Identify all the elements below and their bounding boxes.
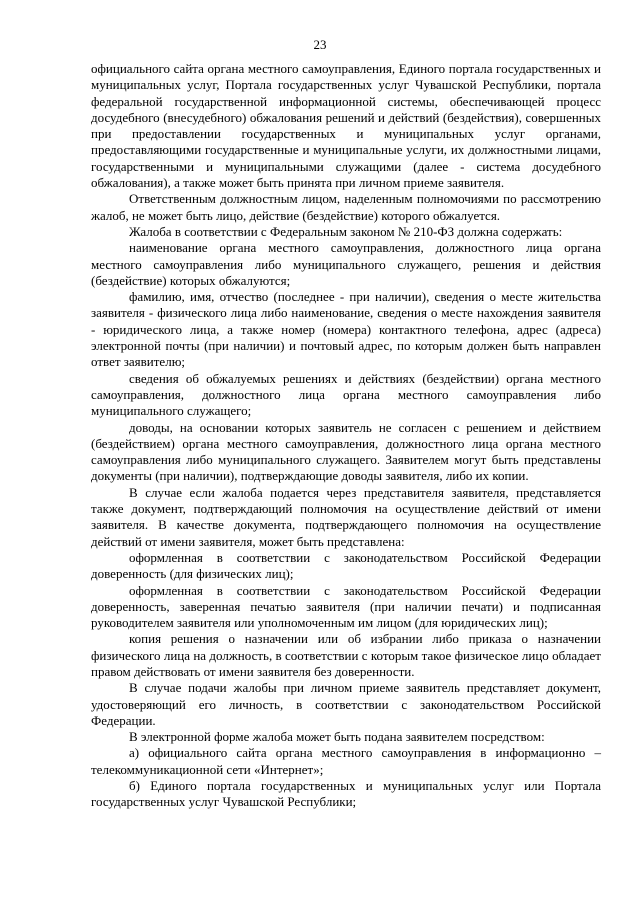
page-number: 23 <box>313 37 327 52</box>
paragraph-electronic-item-a: а) официального сайта органа местного самоуправления в информационно – телекоммуникационной сети «Интернет»; <box>91 745 601 777</box>
paragraph-continuation-appeal-channels: официального сайта органа местного самоуправления, Единого портала государственных и муниципальных услуг, Портала государственных услуг Чувашской Республики, портала федеральной государственной информационной системы, обеспечивающей процесс досудебного (внесудебного) обжалования решений и действий (бездействия), совершенных при предоставлении государственных и муниципальных услуг органами, предоставляющими государственные и муниципальные услуги, их должностными лицами, государственными и муниципальными служащими (далее - система досудебного обжалования), а также может быть принята при личном приеме заявителя. <box>91 61 601 191</box>
paragraph-personal-reception: В случае подачи жалобы при личном приеме заявитель представляет документ, удостоверяющий его личность, в соответствии с законодательством Российской Федерации. <box>91 680 601 728</box>
paragraph-complaint-item-applicant-details: фамилию, имя, отчество (последнее - при наличии), сведения о месте жительства заявителя - физического лица либо наименование, сведения о месте нахождения заявителя - юридического лица, а также номер (номера) контактного телефона, адрес (адреса) электронной почты (при наличии) и почтовый адрес, по которым должен быть направлен ответ заявителю; <box>91 289 601 370</box>
paragraph-complaint-item-body-name: наименование органа местного самоуправления, должностного лица органа местного самоуправления либо муниципального служащего, решения и действия (бездействие) которых обжалуются; <box>91 240 601 288</box>
document-body <box>91 61 601 811</box>
paragraph-complaint-contents-intro: Жалоба в соответствии с Федеральным законом № 210-ФЗ должна содержать: <box>129 223 563 239</box>
paragraph-power-of-attorney-legal-entities: оформленная в соответствии с законодательством Российской Федерации доверенность, заверенная печатью заявителя (при наличии печати) и подписанная руководителем заявителя или уполномоченным им лицом (для юридических лиц); <box>91 582 601 631</box>
paragraph-complaint-item-arguments: доводы, на основании которых заявитель не согласен с решением и действием (бездействием) органа местного самоуправления, должностного лица органа местного самоуправления либо муниципального служащего. Заявителем могут быть представлены документы (при наличии), подтверждающие доводы заявителя, либо их копии. <box>91 419 601 484</box>
paragraph-representative: В случае если жалоба подается через представителя заявителя, представляется также документ, подтверждающий полномочия на осуществление действий от имени заявителя. В качестве документа, подтверждающего полномочия на осуществление действий от имени заявителя, может быть представлена: <box>91 484 601 549</box>
paragraph-power-of-attorney-individuals: оформленная в соответствии с законодательством Российской Федерации доверенность (для физических лиц); <box>91 549 601 582</box>
paragraph-appointment-order: копия решения о назначении или об избрании либо приказа о назначении физического лица на должность, в соответствии с которым такое физическое лицо обладает правом действовать от имени заявителя без доверенности. <box>91 631 601 679</box>
paragraph-electronic-item-b: б) Единого портала государственных и муниципальных услуг или Портала государственных услуг Чувашской Республики; <box>91 778 601 810</box>
paragraph-responsible-official: Ответственным должностным лицом, наделенным полномочиями по рассмотрению жалоб, не может быть лицо, действие (бездействие) которого обжалуется. <box>91 191 601 223</box>
paragraph-complaint-item-decisions: сведения об обжалуемых решениях и действиях (бездействии) органа местного самоуправления, должностного лица органа местного самоуправления либо муниципального служащего; <box>91 370 601 419</box>
paragraph-electronic-form-intro: В электронной форме жалоба может быть подана заявителем посредством: <box>129 729 545 745</box>
